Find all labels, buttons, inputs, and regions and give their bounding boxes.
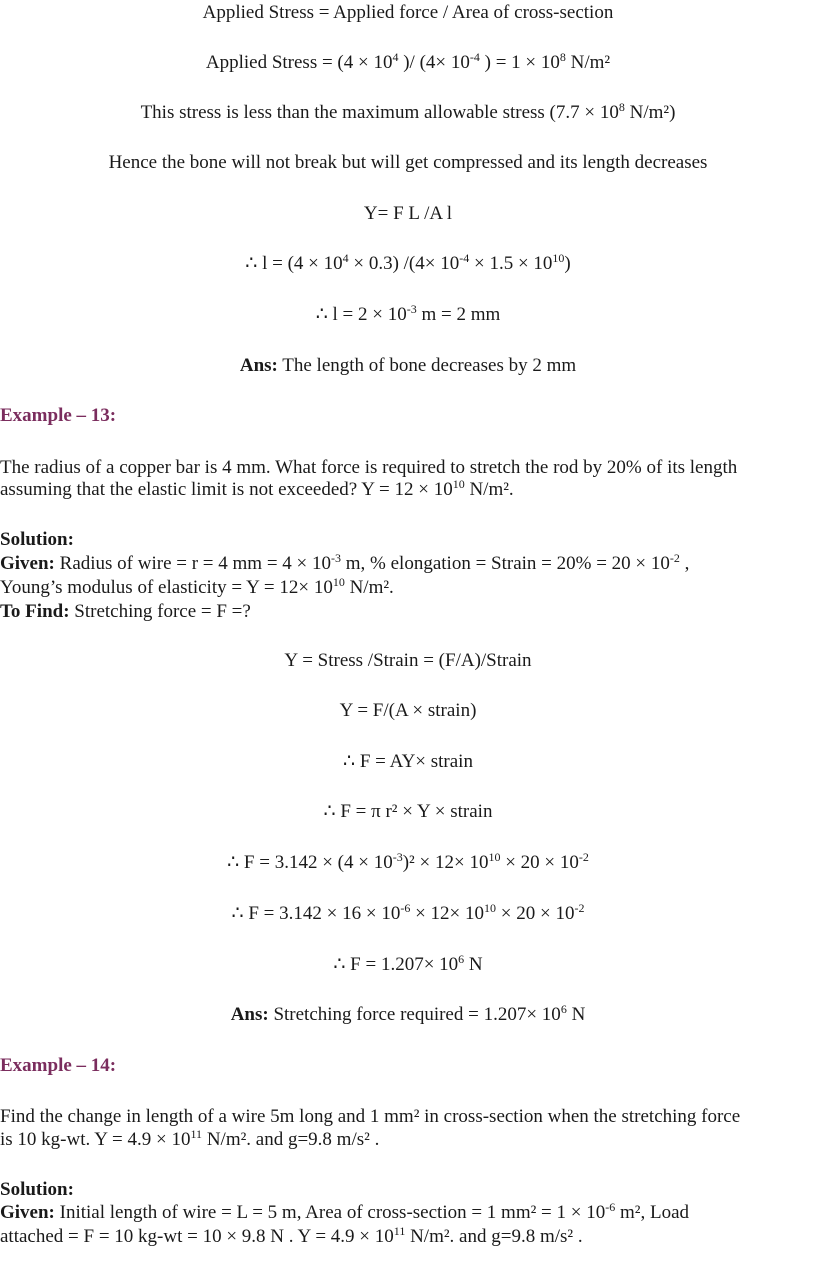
ex13-solution-label: Solution:	[0, 529, 74, 550]
ex13-equation-4: ∴ F = π r² × Y × strain	[323, 801, 493, 822]
ex13-question-line-1: The radius of a copper bar is 4 mm. What force is required to stretch the rod by 20% of its length	[0, 457, 738, 478]
ex13-equation-2: Y = F/(A × strain)	[339, 700, 477, 721]
stress-calculation: Applied Stress = ($4 \times 10^4$ )/ ($4\times 10^{-4}$ ) = $1 \times 10^8$ N/m²	[205, 50, 611, 73]
ex13-equation-3: ∴ F = AY× strain	[343, 751, 473, 772]
ex14-solution-label: Solution:	[0, 1179, 74, 1200]
ex13-given-line-1: Given: Radius of wire = r = 4 mm = $4 \times 10^{-3}$ m, % elongation = Strain = $20\% = 20 \times 10^{-2}$ ,	[0, 551, 690, 574]
ex13-equation-6: ∴ $F = 3.142 \times 16 \times 10^{-6} \times 12\times 10^{10} \times 20 \times 10^{-2}$	[231, 901, 585, 924]
ex13-equation-1: Y = Stress /Strain = (F/A)/Strain	[284, 650, 532, 671]
ex14-question-line-1: Find the change in length of a wire 5m long and 1 mm² in cross-section when the stretching force	[0, 1106, 741, 1127]
ex13-to-find: To Find: Stretching force = F =?	[0, 601, 251, 622]
ex13-equation-5: ∴ $F = 3.142 \times (4 \times 10^{-3})^2 \times 12\times 10^{10} \times 20 \times 10^{-2}$	[227, 850, 589, 873]
length-calculation: ∴ $l = (4 \times 10^4 \times 0.3)$ $/(4\times 10^{-4} \times 1.5 \times 10^{10})$	[245, 251, 571, 274]
ex13-equation-7: ∴ $F = 1.207\times 10^6$ N	[333, 952, 483, 975]
ex13-question-line-2: assuming that the elastic limit is not exceeded? $Y = 12 \times 10^{10}$ N/m².	[0, 477, 514, 500]
example-13-heading: Example – 13:	[0, 405, 117, 426]
stress-comparison: This stress is less than the maximum allowable stress ($7.7 \times 10^8$ N/m²)	[140, 100, 676, 123]
youngs-formula: Y= F L /A l	[363, 203, 453, 224]
ex14-given-line-1: Given: Initial length of wire = L = 5 m, Area of cross-section = 1 $mm^2 = 1 \times 10^{-6}$ m², Load	[0, 1200, 690, 1223]
ex14-given-line-2: attached = F = 10 kg-wt = 10 × 9.8 N . $Y = 4.9 \times 10^{11}$ N/m². and g=9.8 m/s² .	[0, 1224, 583, 1247]
ex13-given-line-2: Young’s modulus of elasticity = $Y = 12\times 10^{10}$ N/m².	[0, 575, 394, 598]
ex14-question-line-2: is 10 kg-wt. $Y = 4.9 \times 10^{11}$ N/m². and g=9.8 m/s² .	[0, 1127, 380, 1150]
example-14-heading: Example – 14:	[0, 1055, 117, 1076]
conclusion-text: Hence the bone will not break but will get compressed and its length decreases	[108, 152, 708, 173]
answer-bone: Ans: The length of bone decreases by 2 mm	[239, 355, 577, 376]
length-result: ∴ $l = 2 \times 10^{-3}$ m = 2 mm	[315, 302, 501, 325]
ex13-answer: Ans: Stretching force required = $1.207\times 10^6$ N	[230, 1002, 586, 1025]
stress-definition: Applied Stress = Applied force / Area of cross-section	[202, 2, 614, 23]
